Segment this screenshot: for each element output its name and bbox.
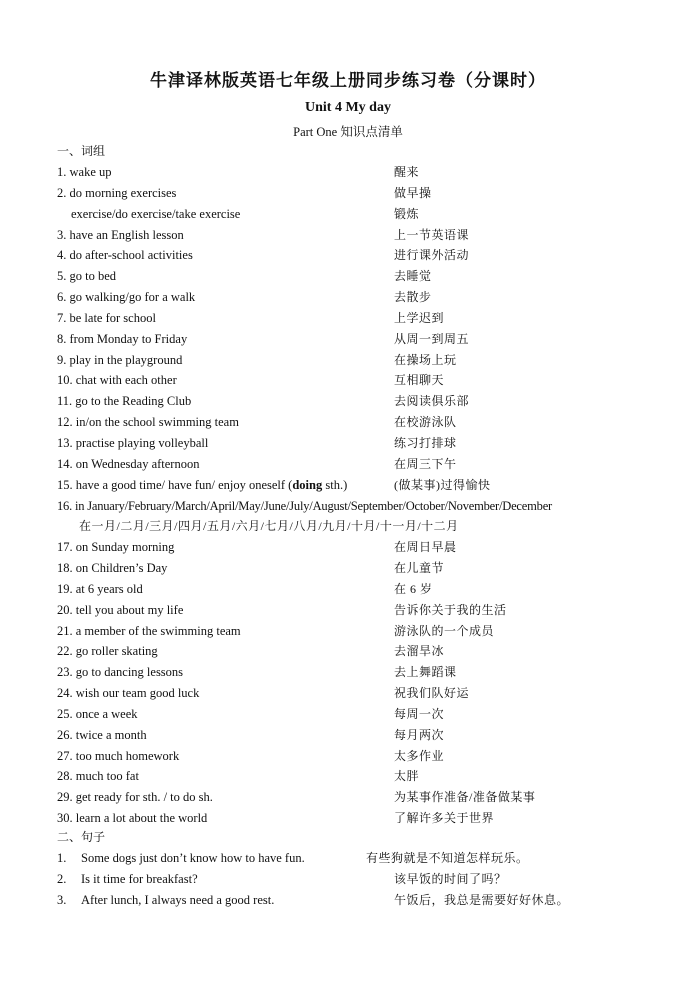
phrase-zh: 游泳队的一个成员 xyxy=(394,623,495,638)
phrase-en: 24. wish our team good luck xyxy=(57,686,200,701)
list-item xyxy=(57,704,657,725)
phrase-zh: 祝我们队好运 xyxy=(394,686,470,701)
phrase-zh: 进行课外活动 xyxy=(394,248,470,263)
list-item xyxy=(57,183,657,204)
unit-heading: Unit 4 My day xyxy=(305,100,391,115)
list-item xyxy=(57,204,657,225)
phrase-zh: 做早操 xyxy=(394,185,432,200)
phrase-en: exercise/do exercise/take exercise xyxy=(71,206,241,221)
phrase-en: 26. twice a month xyxy=(57,727,147,742)
sentence-number: 2. xyxy=(57,872,67,886)
phrase-zh-months: 在一月/二月/三月/四月/五月/六月/七月/八月/九月/十月/十一月/十二月 xyxy=(79,519,459,534)
phrase-zh: 练习打排球 xyxy=(394,435,457,450)
list-item xyxy=(57,496,657,517)
phrase-en: 25. once a week xyxy=(57,706,138,721)
phrase-zh: 上一节英语课 xyxy=(394,227,470,242)
list-item xyxy=(57,350,657,371)
list-item xyxy=(57,391,657,412)
phrase-en: 17. on Sunday morning xyxy=(57,540,175,555)
sentence-list xyxy=(57,848,657,911)
phrase-zh: 在周日早晨 xyxy=(394,540,457,555)
list-item xyxy=(57,308,657,329)
phrase-en: 1. wake up xyxy=(57,165,112,179)
sentence-en: After lunch, I always need a good rest. xyxy=(81,893,275,907)
phrase-zh: 了解许多关于世界 xyxy=(394,811,495,826)
list-item xyxy=(57,329,657,350)
part-heading: Part One 知识点清单 xyxy=(293,125,403,139)
phrase-en: 3. have an English lesson xyxy=(57,227,184,242)
list-item xyxy=(57,848,657,869)
phrase-en: 21. a member of the swimming team xyxy=(57,623,241,638)
phrase-en: 29. get ready for sth. / to do sh. xyxy=(57,790,213,805)
list-item xyxy=(57,890,657,911)
phrase-en: 28. much too fat xyxy=(57,769,139,784)
phrase-en-part: sth.) xyxy=(322,477,348,492)
phrase-zh: 去散步 xyxy=(394,290,432,305)
phrase-en: 30. learn a lot about the world xyxy=(57,811,208,826)
phrase-en-part: 15. have a good time/ have fun/ enjoy oneself ( xyxy=(57,477,293,492)
phrase-zh: 醒来 xyxy=(394,165,420,179)
list-item xyxy=(57,683,657,704)
list-item xyxy=(57,245,657,266)
phrase-zh: 在 6 岁 xyxy=(394,581,433,596)
list-item xyxy=(57,412,657,433)
list-item xyxy=(57,433,657,454)
phrase-zh: 在周三下午 xyxy=(394,456,457,471)
list-item xyxy=(57,869,657,890)
phrase-en: 6. go walking/go for a walk xyxy=(57,290,196,305)
list-item xyxy=(57,641,657,662)
phrase-en: 13. practise playing volleyball xyxy=(57,435,209,450)
list-item xyxy=(57,725,657,746)
phrase-en: 10. chat with each other xyxy=(57,373,177,388)
list-item xyxy=(57,766,657,787)
phrase-en: 12. in/on the school swimming team xyxy=(57,415,239,430)
phrase-en: 22. go roller skating xyxy=(57,644,158,659)
list-item xyxy=(57,579,657,600)
phrase-zh: 每周一次 xyxy=(394,706,445,721)
list-item xyxy=(57,475,657,496)
phrase-en: 16. in January/February/March/April/May/June/July/August/September/October/November/December xyxy=(57,498,553,513)
section-heading-phrases: 一、词组 xyxy=(57,144,106,158)
phrase-en: 2. do morning exercises xyxy=(57,185,177,200)
sentence-en: Is it time for breakfast? xyxy=(81,872,198,886)
phrase-en: 14. on Wednesday afternoon xyxy=(57,456,200,471)
list-item xyxy=(57,662,657,683)
list-item xyxy=(57,454,657,475)
list-item xyxy=(57,516,657,537)
list-item xyxy=(57,162,657,183)
phrase-en: 5. go to bed xyxy=(57,269,117,284)
sentence-zh: 该早饭的时间了吗？ xyxy=(394,872,507,886)
phrase-en: 4. do after-school activities xyxy=(57,248,193,263)
sentence-en: Some dogs just don’t know how to have fun. xyxy=(81,851,305,865)
sentence-number: 1. xyxy=(57,851,67,865)
phrase-zh: 为某事作准备/准备做某事 xyxy=(394,790,536,805)
phrase-en: 8. from Monday to Friday xyxy=(57,331,188,346)
list-item xyxy=(57,621,657,642)
phrase-zh: 在校游泳队 xyxy=(394,415,457,430)
list-item xyxy=(57,558,657,579)
phrase-zh: 互相聊天 xyxy=(394,373,445,388)
phrase-zh: 在操场上玩 xyxy=(394,352,457,367)
list-item xyxy=(57,746,657,767)
list-item xyxy=(57,808,657,829)
phrase-en: 27. too much homework xyxy=(57,748,180,763)
phrase-en xyxy=(57,475,347,496)
phrase-en: 18. on Children’s Day xyxy=(57,561,168,576)
list-item xyxy=(57,287,657,308)
phrase-en: 11. go to the Reading Club xyxy=(57,394,192,409)
phrase-en: 9. play in the playground xyxy=(57,352,183,367)
phrase-zh: 告诉你关于我的生活 xyxy=(394,602,507,617)
phrase-zh: 去睡觉 xyxy=(394,269,432,284)
list-item xyxy=(57,537,657,558)
list-item xyxy=(57,225,657,246)
sentence-zh: 午饭后，我总是需要好好休息。 xyxy=(394,893,570,907)
phrase-zh: 去上舞蹈课 xyxy=(394,665,457,680)
phrase-zh: 去阅读俱乐部 xyxy=(394,394,470,409)
phrase-en-bold: doing xyxy=(292,477,323,492)
list-item xyxy=(57,266,657,287)
phrase-zh: 锻炼 xyxy=(394,206,420,221)
phrase-en: 20. tell you about my life xyxy=(57,602,184,617)
list-item xyxy=(57,600,657,621)
phrase-zh: 太胖 xyxy=(394,769,420,784)
phrase-zh: (做某事)过得愉快 xyxy=(394,477,491,492)
phrase-zh: 太多作业 xyxy=(394,748,445,763)
phrase-en: 19. at 6 years old xyxy=(57,581,143,596)
phrase-zh: 去溜旱冰 xyxy=(394,644,445,659)
phrase-zh: 上学迟到 xyxy=(394,310,445,325)
phrase-en: 7. be late for school xyxy=(57,310,156,325)
phrase-zh: 在儿童节 xyxy=(394,561,445,576)
sentence-number: 3. xyxy=(57,893,67,907)
phrase-en: 23. go to dancing lessons xyxy=(57,665,184,680)
document-title: 牛津译林版英语七年级上册同步练习卷（分课时） xyxy=(150,71,546,90)
phrase-zh: 从周一到周五 xyxy=(394,331,470,346)
list-item xyxy=(57,787,657,808)
phrase-list xyxy=(57,162,657,829)
sentence-zh: 有些狗就是不知道怎样玩乐。 xyxy=(366,851,529,865)
section-heading-sentences: 二、句子 xyxy=(57,830,106,844)
phrase-zh: 每月两次 xyxy=(394,727,445,742)
list-item xyxy=(57,370,657,391)
